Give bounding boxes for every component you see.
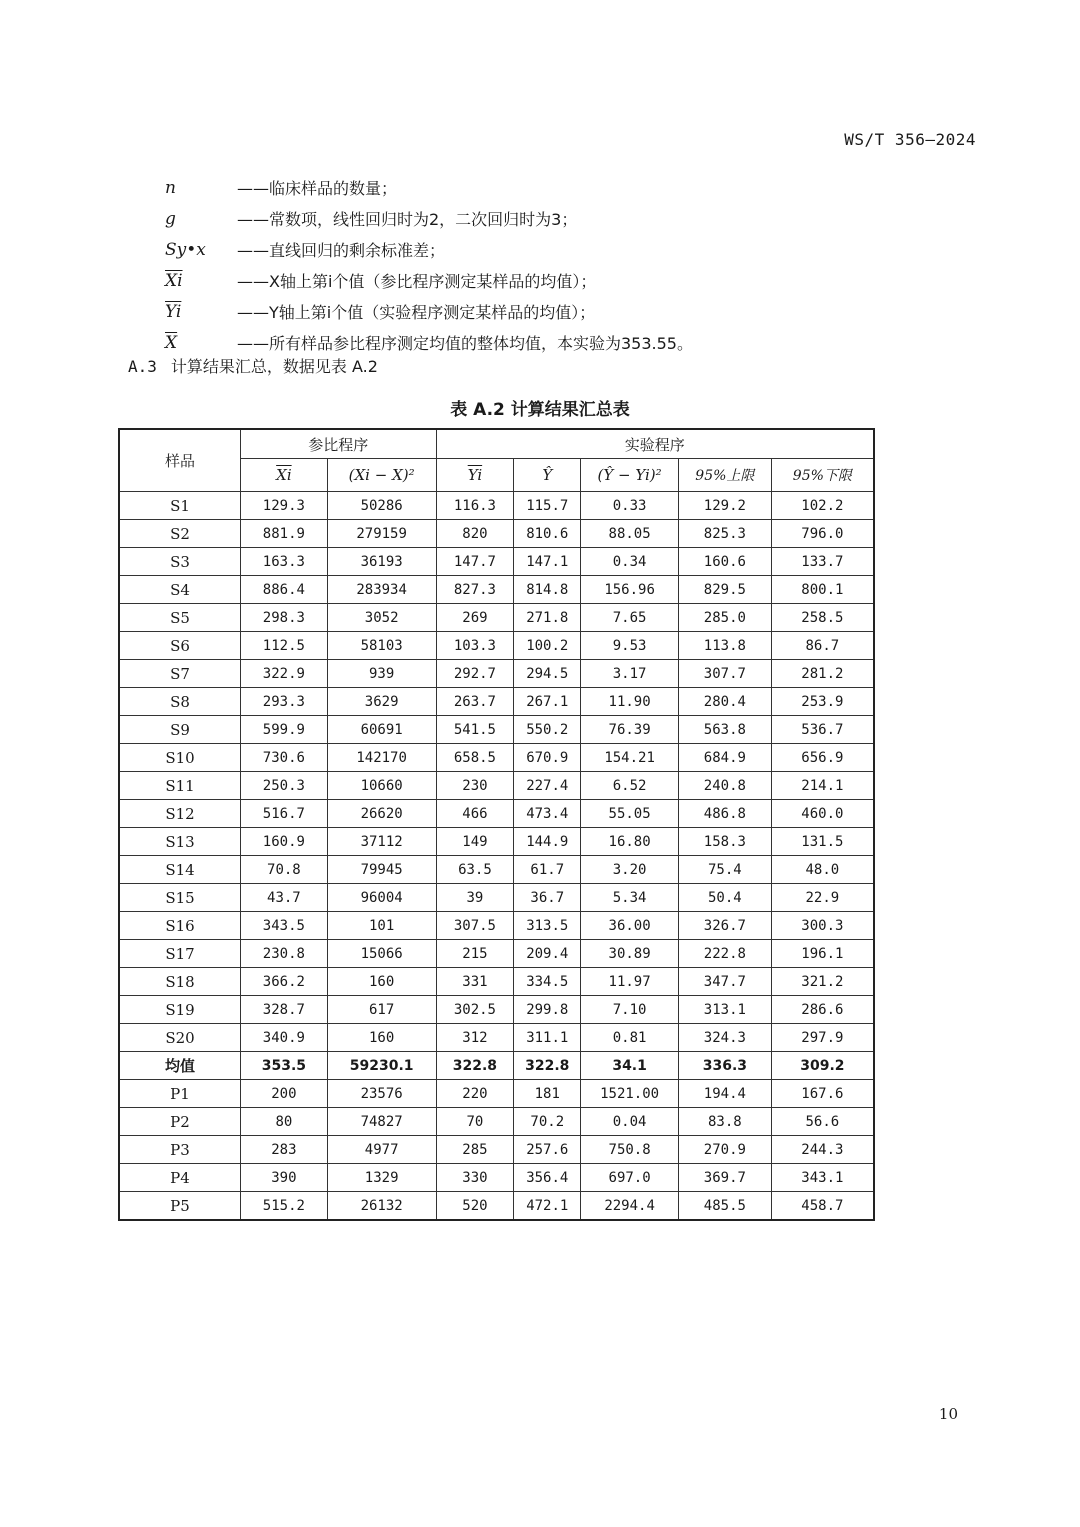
y-deviation-cell: 0.33 (581, 492, 679, 520)
y-deviation-cell: 11.90 (581, 688, 679, 716)
section-heading (128, 354, 378, 377)
upper-limit-cell: 347.7 (679, 968, 772, 996)
table-row (119, 1108, 874, 1136)
legend-row (165, 172, 965, 203)
xi-cell: 322.9 (241, 660, 328, 688)
y-deviation-cell: 88.05 (581, 520, 679, 548)
yi-cell: 541.5 (436, 716, 514, 744)
lower-limit-cell: 258.5 (771, 604, 874, 632)
y-hat-cell: 550.2 (514, 716, 581, 744)
xi-cell: 200 (241, 1080, 328, 1108)
y-deviation-cell: 154.21 (581, 744, 679, 772)
lower-limit-cell: 458.7 (771, 1192, 874, 1221)
sample-label-cell: 均值 (119, 1052, 241, 1080)
table-group-header-row (119, 429, 874, 459)
yi-cell: 230 (436, 772, 514, 800)
lower-limit-cell: 536.7 (771, 716, 874, 744)
y-hat-cell: 271.8 (514, 604, 581, 632)
table-row (119, 744, 874, 772)
sample-label-cell: P2 (119, 1108, 241, 1136)
yi-cell: 215 (436, 940, 514, 968)
x-deviation-cell: 279159 (327, 520, 436, 548)
results-summary-table (118, 428, 875, 1221)
x-deviation-cell: 15066 (327, 940, 436, 968)
table-row (119, 1052, 874, 1080)
x-deviation-cell: 160 (327, 968, 436, 996)
y-deviation-cell: 76.39 (581, 716, 679, 744)
y-hat-cell: 70.2 (514, 1108, 581, 1136)
table-row (119, 800, 874, 828)
upper-limit-cell: 83.8 (679, 1108, 772, 1136)
x-deviation-cell: 60691 (327, 716, 436, 744)
yi-cell: 302.5 (436, 996, 514, 1024)
y-hat-cell: 61.7 (514, 856, 581, 884)
legend-symbol: $\overline{Xi}$ (165, 270, 183, 291)
upper-limit-cell: 336.3 (679, 1052, 772, 1080)
xi-cell: 390 (241, 1164, 328, 1192)
lower-limit-cell: 214.1 (771, 772, 874, 800)
sample-label-cell: P5 (119, 1192, 241, 1221)
xi-cell: 328.7 (241, 996, 328, 1024)
yi-mean-label: $\overline{Yi}$ (467, 466, 483, 484)
table-row (119, 604, 874, 632)
table-row (119, 1080, 874, 1108)
y-deviation-cell: 6.52 (581, 772, 679, 800)
legend-row (165, 296, 965, 327)
yi-cell: 263.7 (436, 688, 514, 716)
lower-limit-cell: 56.6 (771, 1108, 874, 1136)
sample-label-cell: S13 (119, 828, 241, 856)
yi-cell: 322.8 (436, 1052, 514, 1080)
table-row (119, 548, 874, 576)
upper-limit-cell: 313.1 (679, 996, 772, 1024)
sample-label-cell: S18 (119, 968, 241, 996)
x-deviation-cell: 617 (327, 996, 436, 1024)
lower-limit-cell: 800.1 (771, 576, 874, 604)
sample-label-cell: S2 (119, 520, 241, 548)
reference-procedure-header: 参比程序 (241, 429, 437, 459)
table-row (119, 660, 874, 688)
y-deviation-cell: 156.96 (581, 576, 679, 604)
legend-row (165, 265, 965, 296)
yi-cell: 70 (436, 1108, 514, 1136)
legend-description: ——X轴上第i个值（参比程序测定某样品的均值）； (237, 272, 597, 291)
upper-limit-cell: 75.4 (679, 856, 772, 884)
x-deviation-cell: 283934 (327, 576, 436, 604)
table-caption: 表 A.2 计算结果汇总表 (450, 400, 630, 420)
x-deviation-cell: 79945 (327, 856, 436, 884)
x-deviation-cell: 37112 (327, 828, 436, 856)
yi-cell: 520 (436, 1192, 514, 1221)
x-deviation-cell: 36193 (327, 548, 436, 576)
experiment-procedure-header: 实验程序 (436, 429, 874, 459)
sample-label-cell: S8 (119, 688, 241, 716)
xi-mean-header (241, 459, 328, 492)
y-deviation-cell: 3.17 (581, 660, 679, 688)
x-deviation-cell: 50286 (327, 492, 436, 520)
x-deviation-cell: 4977 (327, 1136, 436, 1164)
upper-limit-cell: 194.4 (679, 1080, 772, 1108)
x-deviation-cell: 3629 (327, 688, 436, 716)
y-deviation-cell: 7.65 (581, 604, 679, 632)
xi-cell: 515.2 (241, 1192, 328, 1221)
sample-label-cell: P1 (119, 1080, 241, 1108)
sample-label-cell: S11 (119, 772, 241, 800)
upper-limit-cell: 158.3 (679, 828, 772, 856)
lower-limit-cell: 321.2 (771, 968, 874, 996)
xi-cell: 283 (241, 1136, 328, 1164)
yi-cell: 307.5 (436, 912, 514, 940)
lower-limit-cell: 244.3 (771, 1136, 874, 1164)
xi-cell: 43.7 (241, 884, 328, 912)
x-deviation-cell: 3052 (327, 604, 436, 632)
lower-limit-cell: 281.2 (771, 660, 874, 688)
upper-limit-cell: 280.4 (679, 688, 772, 716)
x-deviation-cell: 10660 (327, 772, 436, 800)
yi-mean-header (436, 459, 514, 492)
xi-cell: 230.8 (241, 940, 328, 968)
y-hat-cell: 294.5 (514, 660, 581, 688)
xi-cell: 886.4 (241, 576, 328, 604)
yi-cell: 820 (436, 520, 514, 548)
table-row (119, 1136, 874, 1164)
sample-label-cell: S4 (119, 576, 241, 604)
lower-limit-cell: 460.0 (771, 800, 874, 828)
y-deviation-cell: 3.20 (581, 856, 679, 884)
upper-limit-cell: 684.9 (679, 744, 772, 772)
y-hat-cell: 814.8 (514, 576, 581, 604)
x-deviation-cell: 160 (327, 1024, 436, 1052)
upper-limit-cell: 486.8 (679, 800, 772, 828)
symbol-legend (165, 172, 965, 358)
x-deviation-cell: 1329 (327, 1164, 436, 1192)
section-number: A.3 (128, 357, 157, 376)
xi-cell: 599.9 (241, 716, 328, 744)
table-row (119, 884, 874, 912)
xi-cell: 881.9 (241, 520, 328, 548)
lower-limit-cell: 133.7 (771, 548, 874, 576)
upper-limit-cell: 369.7 (679, 1164, 772, 1192)
y-hat-cell: 473.4 (514, 800, 581, 828)
y-deviation-cell: 0.81 (581, 1024, 679, 1052)
y-hat-cell: 181 (514, 1080, 581, 1108)
y-deviation-cell: 34.1 (581, 1052, 679, 1080)
x-deviation-cell: 101 (327, 912, 436, 940)
y-squared-deviation-header: (Ŷ − Yi)² (581, 459, 679, 492)
upper-limit-cell: 326.7 (679, 912, 772, 940)
y-deviation-cell: 9.53 (581, 632, 679, 660)
sample-label-cell: S16 (119, 912, 241, 940)
lower-limit-header: 95%下限 (771, 459, 874, 492)
document-code: WS/T 356—2024 (844, 130, 976, 149)
y-deviation-cell: 0.04 (581, 1108, 679, 1136)
sample-label-cell: S7 (119, 660, 241, 688)
y-deviation-cell: 30.89 (581, 940, 679, 968)
x-squared-deviation-header: (Xi − X)² (327, 459, 436, 492)
sample-label-cell: S6 (119, 632, 241, 660)
y-deviation-cell: 16.80 (581, 828, 679, 856)
lower-limit-cell: 167.6 (771, 1080, 874, 1108)
legend-symbol: g (165, 208, 176, 229)
upper-limit-cell: 563.8 (679, 716, 772, 744)
x-deviation-cell: 142170 (327, 744, 436, 772)
xi-cell: 516.7 (241, 800, 328, 828)
table-row (119, 1024, 874, 1052)
yi-cell: 827.3 (436, 576, 514, 604)
yi-cell: 466 (436, 800, 514, 828)
legend-row (165, 203, 965, 234)
sample-label-cell: P3 (119, 1136, 241, 1164)
table-row (119, 632, 874, 660)
sample-label-cell: S5 (119, 604, 241, 632)
x-deviation-cell: 23576 (327, 1080, 436, 1108)
yi-cell: 149 (436, 828, 514, 856)
upper-limit-cell: 270.9 (679, 1136, 772, 1164)
sample-label-cell: P4 (119, 1164, 241, 1192)
lower-limit-cell: 656.9 (771, 744, 874, 772)
sample-label-cell: S15 (119, 884, 241, 912)
xi-cell: 730.6 (241, 744, 328, 772)
xi-cell: 129.3 (241, 492, 328, 520)
x-deviation-cell: 939 (327, 660, 436, 688)
legend-description: ——所有样品参比程序测定均值的整体均值，本实验为353.55。 (237, 334, 693, 353)
upper-limit-cell: 324.3 (679, 1024, 772, 1052)
sample-label-cell: S19 (119, 996, 241, 1024)
y-hat-cell: 209.4 (514, 940, 581, 968)
table-row (119, 772, 874, 800)
table-row (119, 996, 874, 1024)
x-deviation-cell: 59230.1 (327, 1052, 436, 1080)
y-hat-cell: 147.1 (514, 548, 581, 576)
table-row (119, 856, 874, 884)
y-hat-header: Ŷ (514, 459, 581, 492)
y-deviation-cell: 5.34 (581, 884, 679, 912)
y-hat-cell: 100.2 (514, 632, 581, 660)
lower-limit-cell: 131.5 (771, 828, 874, 856)
xi-cell: 293.3 (241, 688, 328, 716)
table-row (119, 492, 874, 520)
x-deviation-cell: 58103 (327, 632, 436, 660)
lower-limit-cell: 286.6 (771, 996, 874, 1024)
y-hat-cell: 313.5 (514, 912, 581, 940)
table-row (119, 520, 874, 548)
legend-description: ——直线回归的剩余标准差； (237, 241, 446, 260)
upper-limit-cell: 485.5 (679, 1192, 772, 1221)
yi-cell: 220 (436, 1080, 514, 1108)
lower-limit-cell: 309.2 (771, 1052, 874, 1080)
table-row (119, 1192, 874, 1221)
y-deviation-cell: 1521.00 (581, 1080, 679, 1108)
xi-cell: 366.2 (241, 968, 328, 996)
upper-limit-header: 95%上限 (679, 459, 772, 492)
upper-limit-cell: 825.3 (679, 520, 772, 548)
y-deviation-cell: 11.97 (581, 968, 679, 996)
y-hat-cell: 670.9 (514, 744, 581, 772)
xi-mean-label: $\overline{Xi}$ (276, 466, 292, 484)
yi-cell: 331 (436, 968, 514, 996)
y-hat-cell: 322.8 (514, 1052, 581, 1080)
upper-limit-cell: 113.8 (679, 632, 772, 660)
lower-limit-cell: 343.1 (771, 1164, 874, 1192)
sample-label-cell: S12 (119, 800, 241, 828)
table-row (119, 940, 874, 968)
xi-cell: 80 (241, 1108, 328, 1136)
table-row (119, 912, 874, 940)
legend-row (165, 234, 965, 265)
x-deviation-cell: 26620 (327, 800, 436, 828)
xi-cell: 163.3 (241, 548, 328, 576)
upper-limit-cell: 829.5 (679, 576, 772, 604)
y-deviation-cell: 750.8 (581, 1136, 679, 1164)
yi-cell: 285 (436, 1136, 514, 1164)
y-hat-cell: 115.7 (514, 492, 581, 520)
page-number: 10 (938, 1405, 958, 1423)
y-hat-cell: 472.1 (514, 1192, 581, 1221)
lower-limit-cell: 300.3 (771, 912, 874, 940)
lower-limit-cell: 253.9 (771, 688, 874, 716)
y-hat-cell: 810.6 (514, 520, 581, 548)
lower-limit-cell: 102.2 (771, 492, 874, 520)
yi-cell: 103.3 (436, 632, 514, 660)
y-deviation-cell: 7.10 (581, 996, 679, 1024)
y-hat-cell: 257.6 (514, 1136, 581, 1164)
legend-description: ——Y轴上第i个值（实验程序测定某样品的均值）； (237, 303, 596, 322)
table-row (119, 716, 874, 744)
legend-description: ——临床样品的数量； (237, 179, 398, 198)
sample-label-cell: S17 (119, 940, 241, 968)
x-deviation-cell: 26132 (327, 1192, 436, 1221)
table-row (119, 1164, 874, 1192)
y-deviation-cell: 697.0 (581, 1164, 679, 1192)
xi-cell: 340.9 (241, 1024, 328, 1052)
table-row (119, 968, 874, 996)
upper-limit-cell: 307.7 (679, 660, 772, 688)
x-deviation-cell: 74827 (327, 1108, 436, 1136)
y-hat-cell: 144.9 (514, 828, 581, 856)
yi-cell: 147.7 (436, 548, 514, 576)
upper-limit-cell: 129.2 (679, 492, 772, 520)
legend-symbol: $\overline{Yi}$ (165, 301, 182, 322)
table-row (119, 688, 874, 716)
xi-cell: 112.5 (241, 632, 328, 660)
yi-cell: 658.5 (436, 744, 514, 772)
upper-limit-cell: 50.4 (679, 884, 772, 912)
upper-limit-cell: 240.8 (679, 772, 772, 800)
sample-label-cell: S20 (119, 1024, 241, 1052)
y-hat-cell: 299.8 (514, 996, 581, 1024)
xi-cell: 160.9 (241, 828, 328, 856)
y-deviation-cell: 36.00 (581, 912, 679, 940)
upper-limit-cell: 222.8 (679, 940, 772, 968)
yi-cell: 312 (436, 1024, 514, 1052)
table-row (119, 828, 874, 856)
upper-limit-cell: 160.6 (679, 548, 772, 576)
y-hat-cell: 311.1 (514, 1024, 581, 1052)
yi-cell: 330 (436, 1164, 514, 1192)
legend-symbol: Sy•x (165, 239, 206, 260)
xi-cell: 353.5 (241, 1052, 328, 1080)
y-hat-cell: 36.7 (514, 884, 581, 912)
y-deviation-cell: 0.34 (581, 548, 679, 576)
y-hat-cell: 227.4 (514, 772, 581, 800)
legend-symbol: n (165, 177, 176, 198)
y-deviation-cell: 55.05 (581, 800, 679, 828)
legend-description: ——常数项，线性回归时为2，二次回归时为3； (237, 210, 578, 229)
lower-limit-cell: 22.9 (771, 884, 874, 912)
table-body (119, 492, 874, 1221)
lower-limit-cell: 48.0 (771, 856, 874, 884)
lower-limit-cell: 796.0 (771, 520, 874, 548)
lower-limit-cell: 86.7 (771, 632, 874, 660)
lower-limit-cell: 196.1 (771, 940, 874, 968)
lower-limit-cell: 297.9 (771, 1024, 874, 1052)
y-hat-cell: 334.5 (514, 968, 581, 996)
yi-cell: 63.5 (436, 856, 514, 884)
xi-cell: 250.3 (241, 772, 328, 800)
sample-header: 样品 (119, 429, 241, 492)
x-deviation-cell: 96004 (327, 884, 436, 912)
y-hat-cell: 267.1 (514, 688, 581, 716)
xi-cell: 70.8 (241, 856, 328, 884)
yi-cell: 269 (436, 604, 514, 632)
xi-cell: 298.3 (241, 604, 328, 632)
sample-label-cell: S10 (119, 744, 241, 772)
yi-cell: 116.3 (436, 492, 514, 520)
sample-label-cell: S14 (119, 856, 241, 884)
table-row (119, 576, 874, 604)
sample-label-cell: S1 (119, 492, 241, 520)
y-deviation-cell: 2294.4 (581, 1192, 679, 1221)
yi-cell: 292.7 (436, 660, 514, 688)
yi-cell: 39 (436, 884, 514, 912)
xi-cell: 343.5 (241, 912, 328, 940)
y-hat-cell: 356.4 (514, 1164, 581, 1192)
upper-limit-cell: 285.0 (679, 604, 772, 632)
sample-label-cell: S9 (119, 716, 241, 744)
section-text: 计算结果汇总，数据见表 A.2 (170, 357, 378, 376)
legend-symbol: $\overline{X}$ (165, 332, 178, 353)
sample-label-cell: S3 (119, 548, 241, 576)
